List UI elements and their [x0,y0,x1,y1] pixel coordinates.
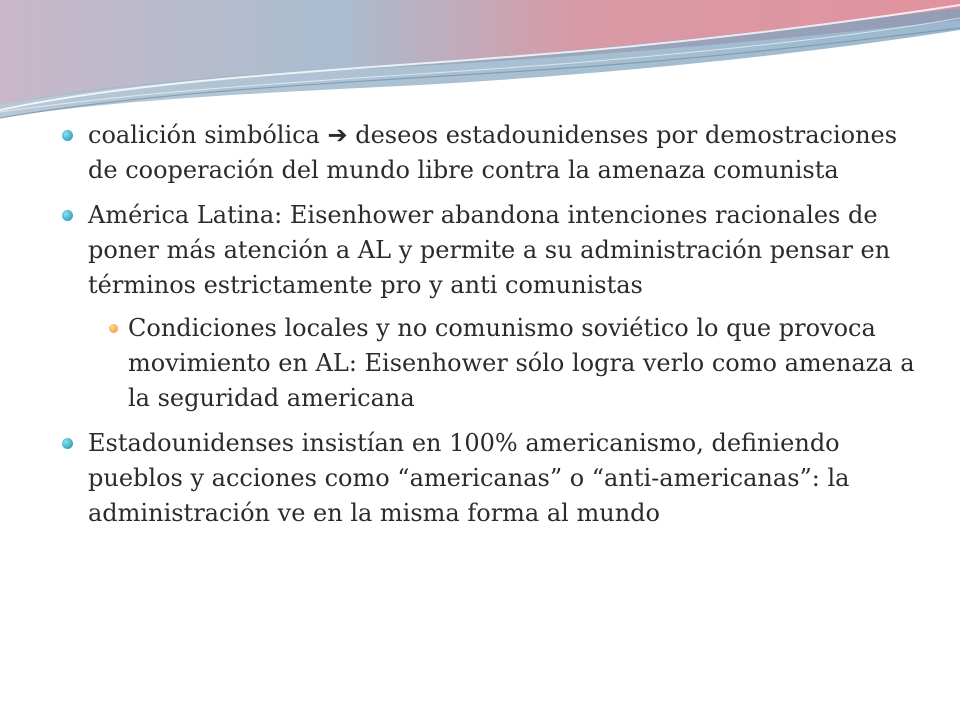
right-arrow-icon: ➔ [327,121,348,149]
sub-bullet-list [88,311,920,416]
bullet-2-text: América Latina: Eisenhower abandona intenciones racionales de poner más atención a AL y permite a su administración pensar en términos estrictamente pro y anti comunistas [88,201,891,299]
sub-bullet-1-text: Condiciones locales y no comunismo soviético lo que provoca movimiento en AL: Eisenhower sólo logra verlo como amenaza a la seguridad americana [128,314,915,412]
bullet-item-1 [60,118,920,188]
bullet-item-2 [60,198,920,416]
bullet-list-content [60,118,920,541]
decorative-wave-banner [0,0,960,130]
teal-bullet-icon [62,130,73,141]
bullet-3-text: Estadounidenses insistían en 100% americanismo, definiendo pueblos y acciones como “americanas” o “anti-americanas”: la administración ve en la misma forma al mundo [88,429,850,527]
teal-bullet-icon [62,210,73,221]
sub-bullet-item-1 [128,311,920,416]
teal-bullet-icon [62,438,73,449]
orange-bullet-icon [109,324,118,333]
bullet-item-3 [60,426,920,531]
bullet-1-text-before: coalición simbólica [88,121,328,149]
bullet-list [60,118,920,531]
bullet-1-text-after: deseos estadounidenses por demostraciones de cooperación del mundo libre contra la amenaza comunista [88,121,898,184]
